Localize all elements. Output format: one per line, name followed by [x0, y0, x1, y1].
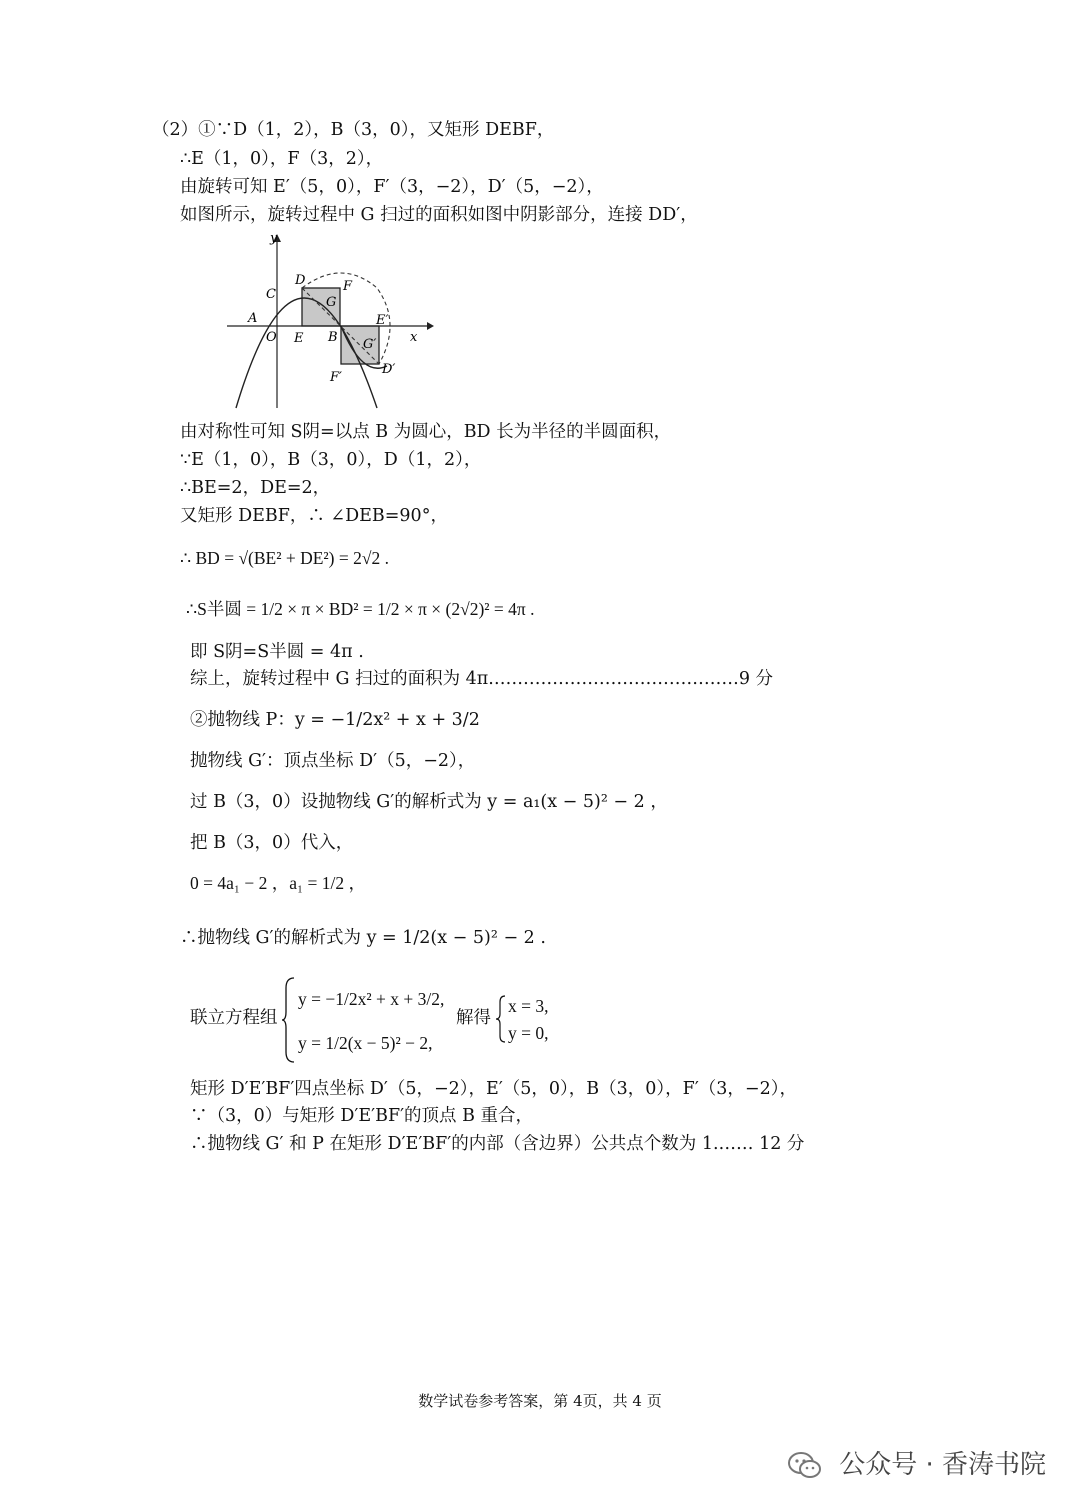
watermark-text: 公众号 · 香涛书院 [839, 1450, 1046, 1480]
line-10-area: ∴S半圆 = 1/2 × π × BD² = 1/2 × π × (2√2)² = 4π . [186, 599, 535, 619]
label-x: x [410, 330, 418, 345]
line-11: 即 S阴=S半圆 = 4π . [190, 642, 364, 662]
system-brace [282, 976, 296, 1064]
system-eq1: y = −1/2x² + x + 3/2, [298, 989, 445, 1009]
line-18: ∴抛物线 G′的解析式为 y = 1/2(x − 5)² − 2 . [180, 928, 546, 948]
label-a: A [248, 311, 258, 326]
line-4: 如图所示，旋转过程中 G 扫过的面积如图中阴影部分，连接 DD′， [180, 205, 698, 225]
line-5: 由对称性可知 S阴=以点 B 为圆心，BD 长为半径的半圆面积， [180, 422, 672, 442]
line-15: 过 B（3，0）设抛物线 G′的解析式为 y = a₁(x − 5)² − 2 ， [190, 792, 668, 812]
line-19-system-label: 联立方程组 [190, 1008, 278, 1028]
watermark [787, 1444, 1046, 1481]
line-13-parabola-p: ②抛物线 P：y = −1/2x² + x + 3/2 [190, 710, 480, 730]
solution-brace [496, 994, 506, 1044]
label-e: E [294, 331, 304, 346]
label-o: O [266, 330, 277, 345]
rotation-figure [222, 228, 437, 413]
page-footer: 数学试卷参考答案，第 4页，共 4 页 [418, 1392, 662, 1410]
label-b: B [328, 330, 338, 345]
line-9-bd: ∴ BD = √(BE² + DE²) = 2√2 . [180, 548, 389, 568]
label-f-prime: F′ [330, 370, 342, 385]
label-f: F [343, 279, 353, 294]
line-12-score: 综上，旋转过程中 G 扫过的面积为 4π.……………………………………9 分 [190, 669, 774, 689]
line-1: （2）①∵D（1，2），B（3，0），又矩形 DEBF， [152, 120, 555, 140]
label-d-prime: D′ [382, 362, 396, 377]
line-21: ∵（3，0）与矩形 D′E′BF′的顶点 B 重合， [190, 1106, 534, 1126]
line-8: 又矩形 DEBF，∴ ∠DEB=90°， [180, 506, 448, 526]
label-g: G [326, 295, 337, 310]
solve-label: 解得 [456, 1008, 491, 1028]
line-22-score: ∴抛物线 G′ 和 P 在矩形 D′E′BF′的内部（含边界）公共点个数为 1.…… 12 分 [190, 1134, 805, 1154]
label-y: y [270, 231, 278, 246]
solution-y: y = 0, [508, 1023, 549, 1043]
line-6: ∵E（1，0），B（3，0），D（1，2）， [180, 450, 482, 470]
line-20: 矩形 D′E′BF′四点坐标 D′（5，−2），E′（5，0），B（3，0），F′（3，−2）， [190, 1079, 797, 1099]
label-d: D [295, 273, 306, 288]
line-3: 由旋转可知 E′（5，0），F′（3，−2），D′（5，−2）， [180, 177, 604, 197]
line-7: ∴BE=2，DE=2， [180, 478, 331, 498]
solution-x: x = 3, [508, 996, 549, 1016]
label-g-prime: G′ [363, 337, 377, 352]
label-c: C [266, 287, 276, 302]
x-arrow [427, 322, 434, 330]
line-17: 0 = 4a₁ − 2 ，a₁ = 1/2 ， [190, 873, 366, 893]
line-16: 把 B（3，0）代入， [190, 833, 354, 853]
label-e-prime: E′ [376, 313, 389, 328]
line-2: ∴E（1，0），F（3，2）， [180, 149, 384, 169]
wechat-icon [787, 1451, 823, 1481]
line-14: 抛物线 G′：顶点坐标 D′（5，−2）， [190, 751, 476, 771]
system-eq2: y = 1/2(x − 5)² − 2, [298, 1033, 433, 1053]
